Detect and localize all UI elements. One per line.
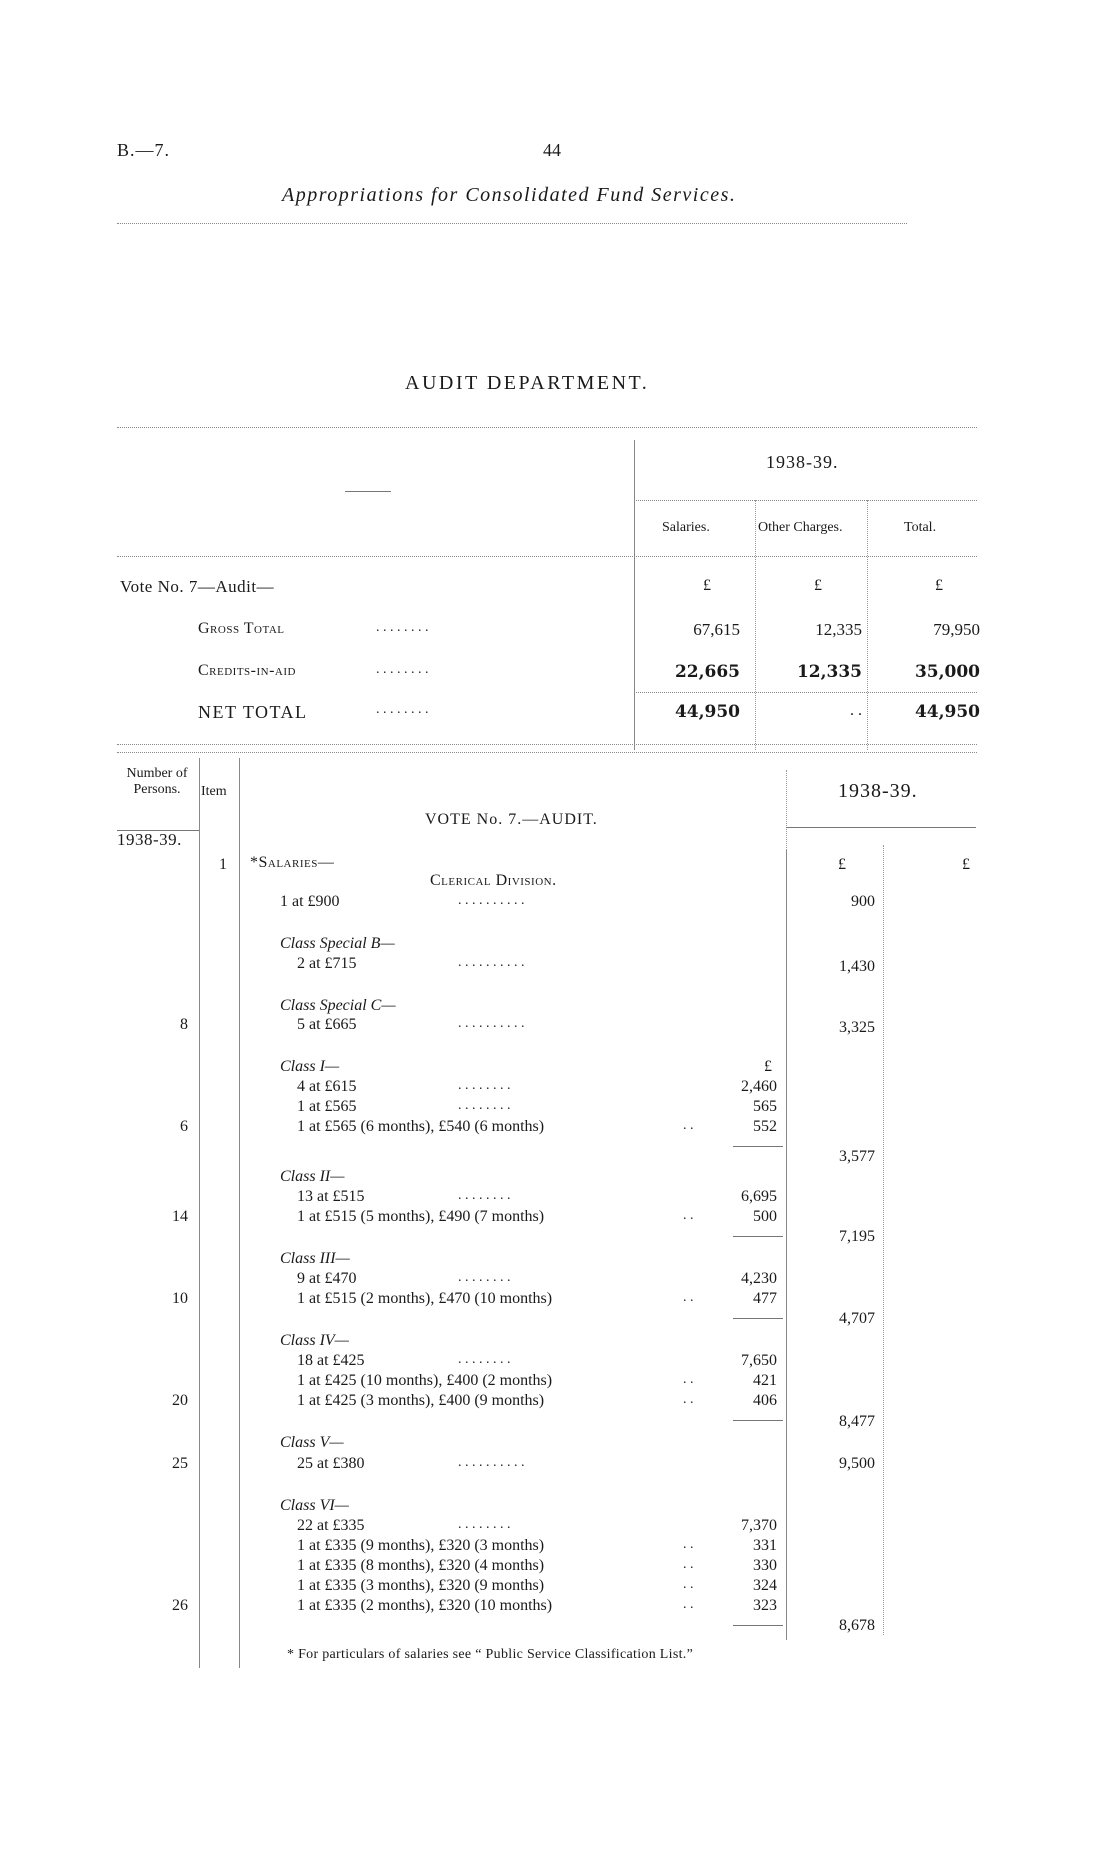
leader-dots: . . . . . . . . . .	[458, 955, 525, 970]
salaries-heading: *Salaries—	[250, 854, 335, 871]
salary-part-amount: 331	[753, 1537, 777, 1554]
summary-bottom-rule	[117, 744, 977, 745]
salary-part-amount: 500	[753, 1208, 777, 1225]
leader-dots: . . . . . . . .	[458, 1078, 511, 1093]
column-rule	[239, 758, 240, 1668]
salary-amount: 1,430	[839, 958, 875, 975]
gross-total: 79,950	[933, 620, 980, 639]
salary-line-desc: 1 at £335 (8 months), £320 (4 months)	[297, 1557, 545, 1574]
leader-dots: . .	[683, 1208, 694, 1223]
summary-year: 1938-39.	[766, 452, 839, 472]
leader-dots: . . . . . . . .	[376, 702, 429, 717]
class-total: 7,195	[839, 1228, 875, 1245]
salary-part-amount: 4,230	[741, 1270, 777, 1287]
salary-part-amount: 323	[753, 1597, 777, 1614]
salary-part-amount: 7,650	[741, 1352, 777, 1369]
summary-dash	[345, 491, 391, 492]
document-reference: B.—7.	[117, 140, 171, 160]
department-title: AUDIT DEPARTMENT.	[405, 372, 650, 394]
salary-part-amount: 2,460	[741, 1078, 777, 1095]
currency-symbol: £	[838, 856, 846, 873]
salary-part-amount: 421	[753, 1372, 777, 1389]
class-heading: Class VI—	[280, 1497, 349, 1514]
subtotal-rule	[733, 1420, 783, 1421]
currency-symbol: £	[935, 577, 943, 594]
page-title: Appropriations for Consolidated Fund Services.	[282, 184, 737, 206]
salary-line-desc: 1 at £565 (6 months), £540 (6 months)	[297, 1118, 545, 1135]
persons-count: 26	[172, 1597, 188, 1614]
salary-part-amount: 7,370	[741, 1517, 777, 1534]
leader-dots: . . . . . . . .	[458, 1270, 511, 1285]
salary-part-amount: 6,695	[741, 1188, 777, 1205]
net-total: 44,950	[914, 702, 980, 722]
summary-year-rule	[634, 500, 977, 501]
salary-part-amount: 324	[753, 1577, 777, 1594]
leader-dots: . .	[683, 1557, 694, 1572]
gross-other-charges: 12,335	[815, 620, 862, 639]
subtotal-rule	[733, 1146, 783, 1147]
salary-line-desc: 1 at £565	[297, 1098, 357, 1115]
persons-count: 25	[172, 1455, 188, 1472]
summary-row-label: Gross Total	[198, 620, 285, 637]
salary-line-desc: 1 at £335 (2 months), £320 (10 months)	[297, 1597, 553, 1614]
col-header-other-charges: Other Charges.	[758, 520, 843, 535]
summary-divider	[755, 500, 756, 750]
leader-dots: . . . . . . . .	[376, 620, 429, 635]
subtotal-rule	[733, 1318, 783, 1319]
leader-dots: . . . . . . . . . .	[458, 893, 525, 908]
division-heading: Clerical Division.	[430, 872, 557, 889]
summary-divider	[867, 500, 868, 750]
vote-year-persons: 1938-39.	[117, 830, 182, 849]
header-rule	[117, 223, 907, 224]
salary-line-desc: 4 at £615	[297, 1078, 357, 1095]
leader-dots: . . . . . . . .	[458, 1517, 511, 1532]
leader-dots: . .	[683, 1597, 694, 1612]
col-header-number-of-persons: Number of Persons.	[126, 766, 188, 797]
summary-header-rule	[117, 556, 977, 557]
column-rule	[786, 770, 787, 850]
currency-symbol: £	[703, 577, 711, 594]
summary-row-label: Credits-in-aid	[198, 662, 296, 679]
leader-dots: . . . . . . . .	[458, 1188, 511, 1203]
col-header-total: Total.	[904, 520, 937, 535]
salary-line-desc: 1 at £335 (9 months), £320 (3 months)	[297, 1537, 545, 1554]
salary-line-desc: 1 at £515 (2 months), £470 (10 months)	[297, 1290, 553, 1307]
column-rule	[786, 850, 787, 1640]
subtotal-rule	[733, 1625, 783, 1626]
salary-amount: 900	[851, 893, 875, 910]
class-heading: Class I—	[280, 1058, 340, 1075]
salary-part-amount: 552	[753, 1118, 777, 1135]
salary-line-desc: 9 at £470	[297, 1270, 357, 1287]
column-rule	[199, 758, 200, 1668]
net-other-charges: . .	[850, 702, 862, 719]
leader-dots: . .	[683, 1290, 694, 1305]
salary-line-desc: 13 at £515	[297, 1188, 365, 1205]
leader-dots: . .	[683, 1392, 694, 1407]
salary-part-amount: 565	[753, 1098, 777, 1115]
class-heading: Class II—	[280, 1168, 345, 1185]
class-heading: Class Special C—	[280, 997, 396, 1014]
col-header-salaries: Salaries.	[662, 520, 710, 535]
item-number: 1	[219, 856, 227, 873]
salary-line-desc: 18 at £425	[297, 1352, 365, 1369]
salary-amount: 9,500	[839, 1455, 875, 1472]
class-heading: Class III—	[280, 1250, 350, 1267]
currency-symbol: £	[962, 856, 970, 873]
persons-count: 10	[172, 1290, 188, 1307]
salary-line-desc: 1 at £515 (5 months), £490 (7 months)	[297, 1208, 545, 1225]
persons-count: 8	[180, 1016, 188, 1033]
class-total: 3,577	[839, 1148, 875, 1165]
summary-divider	[634, 440, 635, 750]
vote-year: 1938-39.	[838, 780, 918, 802]
class-heading: Class IV—	[280, 1332, 349, 1349]
credits-other-charges: 12,335	[796, 662, 862, 682]
class-heading: Class V—	[280, 1434, 344, 1451]
salary-amount: 3,325	[839, 1019, 875, 1036]
leader-dots: . . . . . . . .	[458, 1352, 511, 1367]
salary-part-amount: 406	[753, 1392, 777, 1409]
leader-dots: . .	[683, 1372, 694, 1387]
class-total: 4,707	[839, 1310, 875, 1327]
currency-symbol: £	[814, 577, 822, 594]
salary-line-desc: 1 at £425 (10 months), £400 (2 months)	[297, 1372, 553, 1389]
leader-dots: . .	[683, 1577, 694, 1592]
salary-line-desc: 1 at £900	[280, 893, 340, 910]
class-total: 8,678	[839, 1617, 875, 1634]
footnote: * For particulars of salaries see “ Public Service Classification List.”	[287, 1647, 694, 1662]
salary-part-amount: 330	[753, 1557, 777, 1574]
persons-count: 14	[172, 1208, 188, 1225]
class-heading: Class Special B—	[280, 935, 395, 952]
currency-symbol: £	[764, 1058, 772, 1075]
credits-total: 35,000	[914, 662, 980, 682]
vote-title: VOTE No. 7.—AUDIT.	[425, 811, 598, 828]
salary-line-desc: 1 at £425 (3 months), £400 (9 months)	[297, 1392, 545, 1409]
salary-part-amount: 477	[753, 1290, 777, 1307]
subtotal-rule	[634, 692, 977, 693]
leader-dots: . .	[683, 1118, 694, 1133]
leader-dots: . . . . . . . . . .	[458, 1016, 525, 1031]
salary-line-desc: 5 at £665	[297, 1016, 357, 1033]
header-rule	[786, 827, 976, 828]
subtotal-rule	[733, 1236, 783, 1237]
vote-top-rule	[117, 752, 977, 753]
summary-row-label: NET TOTAL	[198, 702, 308, 722]
persons-count: 6	[180, 1118, 188, 1135]
leader-dots: . . . . . . . . . .	[458, 1455, 525, 1470]
leader-dots: . . . . . . . .	[376, 662, 429, 677]
salary-line-desc: 22 at £335	[297, 1517, 365, 1534]
gross-salaries: 67,615	[693, 620, 740, 639]
credits-salaries: 22,665	[674, 662, 740, 682]
leader-dots: . . . . . . . .	[458, 1098, 511, 1113]
col-header-item: Item	[201, 784, 227, 799]
salary-line-desc: 1 at £335 (3 months), £320 (9 months)	[297, 1577, 545, 1594]
summary-top-rule	[117, 427, 977, 428]
persons-count: 20	[172, 1392, 188, 1409]
column-rule	[883, 845, 884, 1635]
class-total: 8,477	[839, 1413, 875, 1430]
page-number: 44	[543, 140, 561, 160]
salary-line-desc: 25 at £380	[297, 1455, 365, 1472]
leader-dots: . .	[683, 1537, 694, 1552]
salary-line-desc: 2 at £715	[297, 955, 357, 972]
net-salaries: 44,950	[674, 702, 740, 722]
vote-label: Vote No. 7—Audit—	[120, 577, 275, 596]
